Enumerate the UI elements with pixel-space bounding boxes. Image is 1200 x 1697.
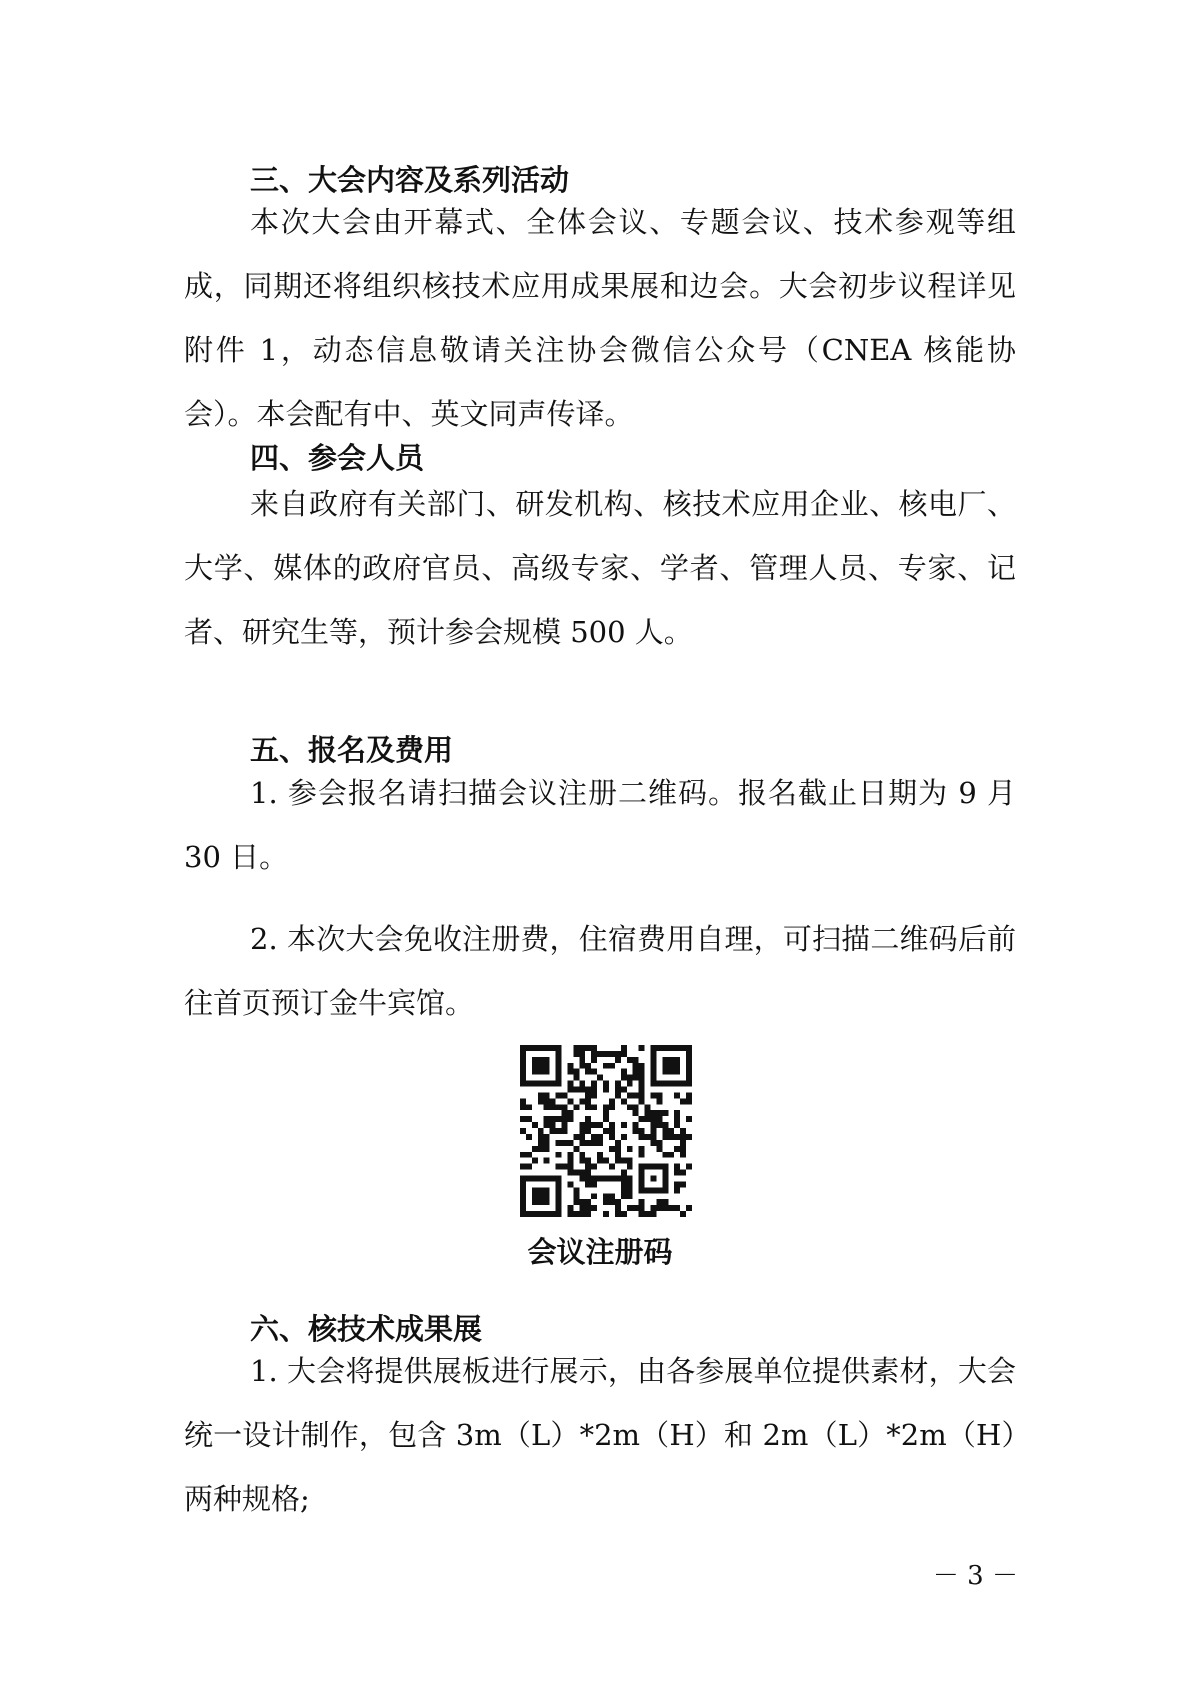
section-heading-attendees: 四、参会人员 [250,441,425,475]
paragraph-registration-2: 2. 本次大会免收注册费，住宿费用自理，可扫描二维码后前往首页预订金牛宾馆。 [184,922,1016,1020]
paragraph-attendees: 来自政府有关部门、研发机构、核技术应用企业、核电厂、大学、媒体的政府官员、高级专家、学者、管理人员、专家、记者、研究生等，预计参会规模 500 人。 [184,487,1016,649]
section-heading-exhibition: 六、核技术成果展 [250,1312,483,1346]
qr-caption: 会议注册码 [527,1235,673,1269]
paragraph-registration-1: 1. 参会报名请扫描会议注册二维码。报名截止日期为 9 月 30 日。 [184,776,1016,874]
section-heading-registration: 五、报名及费用 [250,733,454,767]
paragraph-exhibition-1: 1. 大会将提供展板进行展示，由各参展单位提供素材，大会统一设计制作，包含 3m（L）*2m（H）和 2m（L）*2m（H）两种规格; [184,1354,1016,1516]
paragraph-content: 本次大会由开幕式、全体会议、专题会议、技术参观等组成，同期还将组织核技术应用成果展和边会。大会初步议程详见附件 1，动态信息敬请关注协会微信公众号（CNEA 核能协会）。本会配有中、英文同声传译。 [184,205,1016,431]
section-heading-content: 三、大会内容及系列活动 [250,163,570,197]
qr-code-icon [520,1045,692,1217]
page-number: － 3 － [932,1561,1018,1591]
